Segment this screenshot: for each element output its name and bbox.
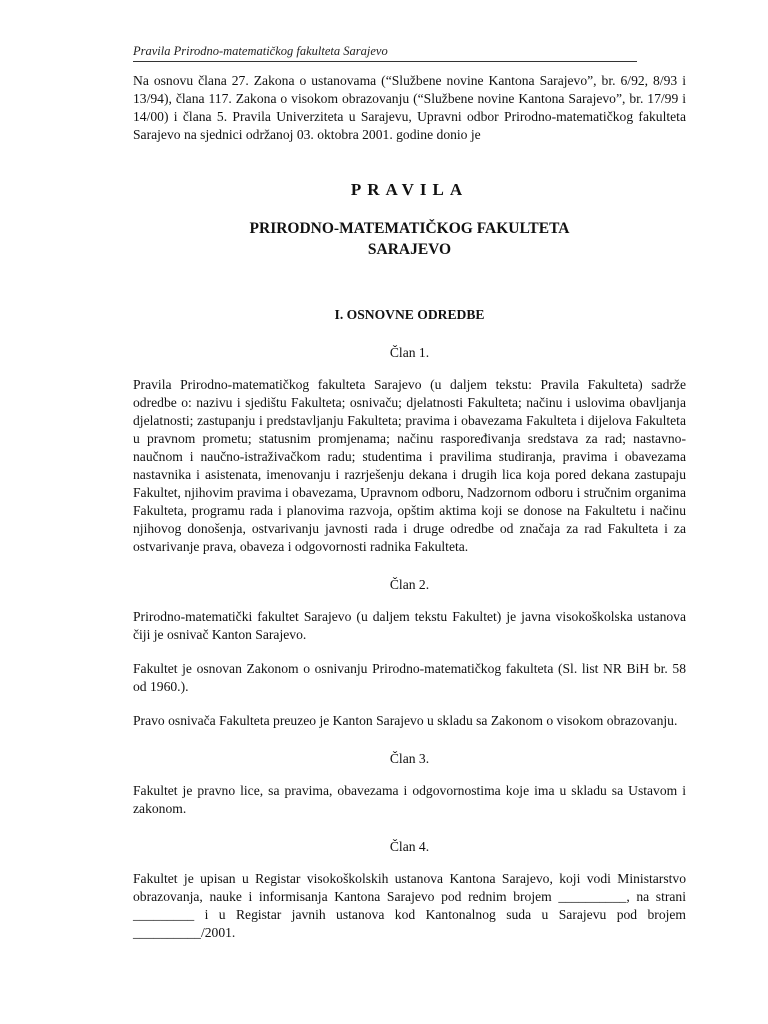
intro-paragraph: Na osnovu člana 27. Zakona o ustanovama (“Službene novine Kantona Sarajevo”, br. 6/92, 8/93 i 13/94), člana 117. Zakona o visokom obrazovanju (“Službene novine Kantona Sarajevo”, br. 17/99 i 14/00) i člana 5. Pravila Univerziteta u Sarajevu, Upravni odbor Prirodno-matematičkog fakulteta Sarajevo na sjednici održanoj 03. oktobra 2001. godine donio je (133, 73, 686, 142)
document-title: PRAVILA (350, 180, 469, 199)
article-heading-4: Član 4. (389, 839, 430, 854)
document-body (133, 72, 686, 942)
article-heading-2: Član 2. (389, 577, 430, 592)
article-4-paragraph: Fakultet je upisan u Registar visokoškolskih ustanova Kantona Sarajevo, koji vodi Ministarstvo obrazovanja, nauke i informisanja Kantona Sarajevo pod rednim brojem __________, na strani _________ i u Registar javnih ustanova kod Kantonalnog suda u Sarajevu pod brojem __________/2001. (133, 871, 686, 940)
article-heading-3: Član 3. (389, 751, 430, 766)
article-3-paragraph: Fakultet je pravno lice, sa pravima, obavezama i odgovornostima koje ima u skladu sa Ustavom i zakonom. (133, 783, 686, 816)
running-header: Pravila Prirodno-matematičkog fakulteta Sarajevo (133, 44, 637, 62)
article-2-paragraph-3: Pravo osnivača Fakulteta preuzeo je Kanton Sarajevo u skladu sa Zakonom o visokom obrazovanju. (133, 713, 678, 728)
article-2-paragraph-2: Fakultet je osnovan Zakonom o osnivanju Prirodno-matematičkog fakulteta (Sl. list NR BiH br. 58 od 1960.). (133, 661, 686, 694)
subtitle-line-2: SARAJEVO (367, 241, 452, 258)
section-heading: I. OSNOVNE ODREDBE (334, 307, 485, 322)
article-heading-1: Član 1. (389, 345, 430, 360)
article-2-paragraph-1: Prirodno-matematički fakultet Sarajevo (u daljem tekstu Fakultet) je javna visokoškolska ustanova čiji je osnivač Kanton Sarajevo. (133, 609, 686, 642)
document-subtitle (133, 218, 686, 260)
subtitle-line-1: PRIRODNO-MATEMATIČKOG FAKULTETA (249, 220, 570, 237)
article-1-paragraph: Pravila Prirodno-matematičkog fakulteta Sarajevo (u daljem tekstu: Pravila Fakulteta) sadrže odredbe o: nazivu i sjedištu Fakulteta; osnivaču; djelatnosti Fakulteta; načinu i uslovima obavljanja djelatnosti; zastupanju i predstavljanju Fakulteta; pravima i obavezama Fakulteta i dijelova Fakulteta u pravnom prometu; statusnim promjenama; načinu raspoređivanja sredstava za rad; nastavno-naučnom i naučno-istraživačkom radu; studentima i pravilima studiranja, pravima i obavezama nastavnika i asistenata, imenovanju i razrješenju dekana i drugih lica koja pored dekana zastupaju Fakultet, njihovim pravima i obavezama, Upravnom odboru, Nadzornom odboru i stručnim organima Fakulteta, programu rada i planovima razvoja, opštim aktima koji se donose na Fakultetu i načinu njihovog donošenja, ostvarivanju javnosti rada i druge odredbe od značaja za rad Fakulteta i za ostvarivanje prava, obaveza i odgovornosti radnika Fakulteta. (133, 377, 686, 554)
